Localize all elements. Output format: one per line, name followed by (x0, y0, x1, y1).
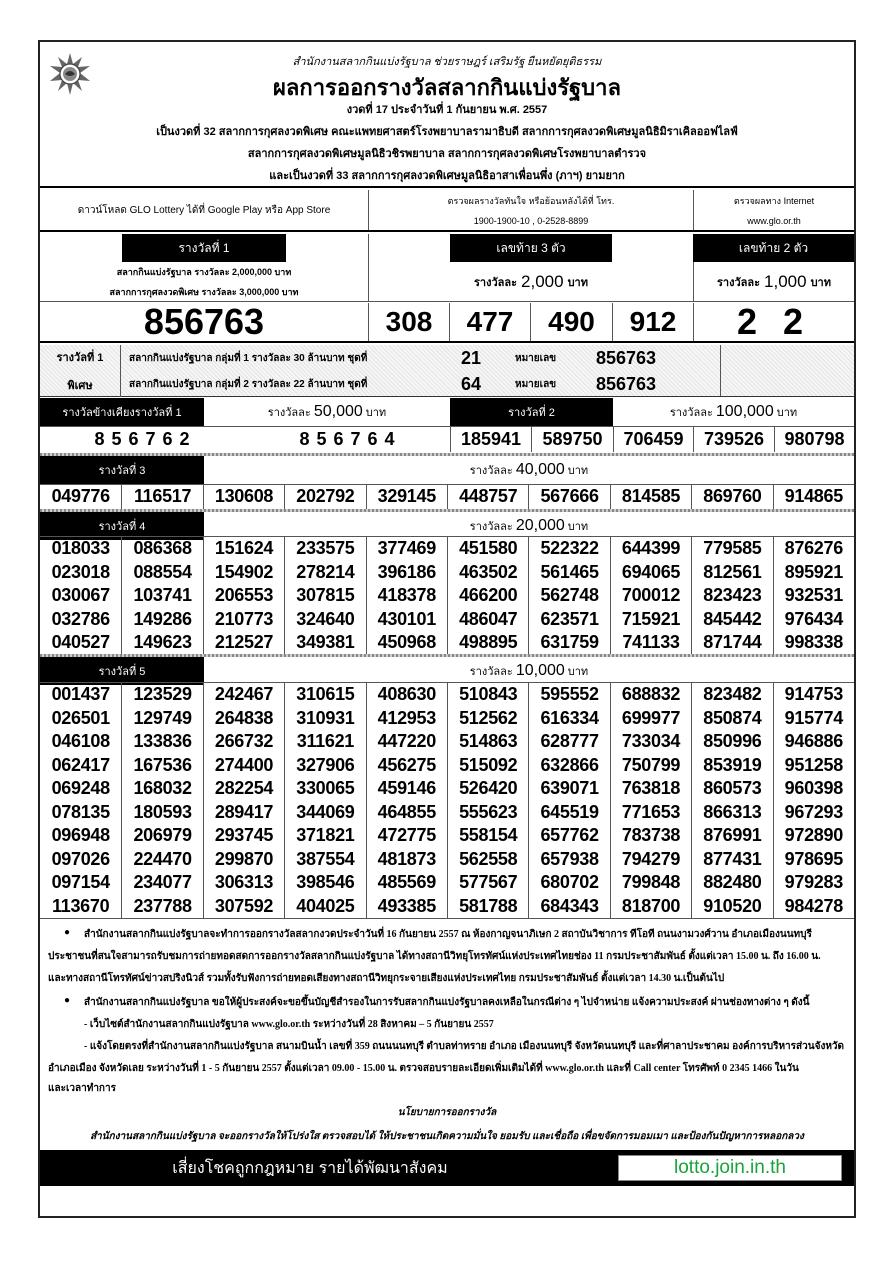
third-prize-label: รางวัลที่ 3 (40, 456, 204, 484)
number-column (203, 485, 284, 509)
prize-number: 915774 (784, 707, 843, 728)
first-prize-number: 856763 (143, 301, 265, 342)
prize-number: 464855 (377, 801, 436, 822)
amount-value: 40,000 (515, 461, 565, 478)
number-column (284, 537, 365, 655)
prize-number: 018033 (51, 538, 110, 559)
prize-number: 001437 (51, 684, 110, 705)
prize-number: 069248 (51, 778, 110, 799)
prize-number: 206553 (214, 585, 274, 606)
special-row-text: สลากกินแบ่งรัฐบาล กลุ่มที่ 2 รางวัลละ 22 ล้านบาท ชุดที่ (129, 378, 368, 390)
prize-number: 206979 (133, 825, 192, 846)
info-row (40, 190, 854, 232)
prize-number: 485569 (377, 872, 436, 893)
prize-number: 151624 (214, 538, 274, 559)
number-column (447, 537, 528, 655)
prize-number: 645519 (540, 801, 599, 822)
prize-number: 049776 (51, 486, 110, 507)
download-app-text: ดาวน์โหลด GLO Lottery ได้ที่ Google Play หรือ App Store (77, 204, 331, 216)
note-2-line-4: อำเภอเมือง จังหวัดเลย ระหว่างวันที่ 1 - 5 กันยายน 2557 ตั้งแต่เวลา 09.00 - 15.00 น. ตรวจสอบรายละเอียดเพิ่มเติมได้ที่ www.glo.or.th และที่ Call center โทรศัพท์ 0 2345 1466 ในวัน (48, 1063, 799, 1074)
footer-slogan: เสี่ยงโชคถูกกฎหมาย รายได้พัฒนาสังคม (172, 1159, 448, 1177)
prize-number: 694065 (621, 561, 681, 582)
prize-number: 783738 (621, 825, 681, 846)
number-column (528, 683, 609, 918)
prize-number: 951258 (784, 754, 843, 775)
number-column (284, 485, 365, 509)
prize-number: 972890 (784, 825, 843, 846)
prize-number: 123529 (133, 684, 192, 705)
prize-number: 023018 (51, 561, 110, 582)
prize-number: 688832 (621, 684, 681, 705)
note-2-line-1: สำนักงานสลากกินแบ่งรัฐบาล ขอให้ผู้ประสงค์จะขอขึ้นบัญชีสำรองในการรับสลากกินแบ่งรัฐบาลคงเหลือในกรณีต่าง ๆ ไปจำหน่าย แจ้งความประสงค์ ผ่านช่องทางต่าง ๆ ดังนี้ (84, 997, 810, 1008)
prize-number: 451580 (459, 538, 518, 559)
prize-number: 412953 (377, 707, 436, 728)
prize-number: 329145 (377, 486, 436, 507)
internet-url[interactable]: www.glo.or.th (747, 216, 801, 226)
special-number-label: หมายเลข (515, 352, 557, 364)
number-column (610, 683, 691, 918)
prize-number: 914753 (784, 684, 843, 705)
amount-prefix: รางวัลละ (267, 407, 311, 419)
prize-number: 459146 (377, 778, 436, 799)
prize-number: 895921 (784, 561, 843, 582)
amount-suffix: บาท (365, 407, 387, 419)
prize-number: 632866 (540, 754, 599, 775)
prize-number: 026501 (51, 707, 110, 728)
prize-number: 130608 (214, 486, 274, 507)
prize-number: 430101 (377, 608, 436, 629)
prize-number: 866313 (703, 801, 762, 822)
amount-suffix: บาท (776, 407, 798, 419)
prize-number: 869760 (703, 486, 762, 507)
number-column (773, 485, 854, 509)
number-column (40, 537, 121, 655)
note-2-line-3: - แจ้งโดยตรงที่สำนักงานสลากกินแบ่งรัฐบาล สนามบินน้ำ เลขที่ 359 ถนนนนทบุรี ตำบลท่าทราย อำเภอ เมืองนนทบุรี จังหวัดนนทบุรี และที่ศาลาประชาคม องค์การบริหารส่วนจังหวัด (84, 1041, 845, 1052)
prize-number: 129749 (133, 707, 192, 728)
first-prize-label: รางวัลที่ 1 (122, 234, 286, 262)
amount-prefix: รางวัลละ (469, 521, 513, 533)
prize-number: 418378 (377, 585, 436, 606)
adjacent-second-header (40, 398, 854, 426)
last3-amount (368, 262, 693, 301)
number-column (40, 683, 121, 918)
prize-number: 493385 (377, 895, 436, 916)
prize-number: 812561 (703, 561, 762, 582)
prize-number: 882480 (703, 872, 762, 893)
prize-number: 310931 (296, 707, 355, 728)
fifth-prize-label: รางวัลที่ 5 (40, 657, 204, 685)
prize-number: 450968 (377, 632, 436, 653)
prize-number: 498895 (459, 632, 518, 653)
amount-prefix: รางวัลละ (469, 666, 513, 678)
prize-number: 149286 (133, 608, 192, 629)
number-column (121, 537, 202, 655)
footer-website-link[interactable]: lotto.join.in.th (618, 1155, 842, 1181)
prize-number: 976434 (784, 608, 843, 629)
prize-number: 040527 (51, 632, 110, 653)
prize-number: 264838 (214, 707, 274, 728)
prize-number: 595552 (540, 684, 599, 705)
prize-number: 818700 (621, 895, 681, 916)
prize-number: 330065 (296, 778, 355, 799)
prize-number: 463502 (459, 561, 518, 582)
prize-number: 657938 (540, 848, 599, 869)
last3-number: 912 (612, 303, 693, 341)
number-column (203, 537, 284, 655)
header (40, 42, 854, 188)
second-prize-number: 589750 (531, 427, 613, 452)
prize-number: 684343 (540, 895, 599, 916)
prize-number: 404025 (296, 895, 355, 916)
number-column (284, 683, 365, 918)
prize-number: 876991 (703, 825, 762, 846)
prize-number: 289417 (214, 801, 274, 822)
prize-number: 293745 (214, 825, 274, 846)
special-label-line2: พิเศษ (67, 379, 93, 392)
prize-number: 763818 (621, 778, 681, 799)
prize-number: 086368 (133, 538, 192, 559)
second-prize-number: 739526 (693, 427, 774, 452)
fifth-prize-grid (40, 682, 854, 918)
prize-number: 616334 (540, 707, 599, 728)
prize-number: 398546 (296, 872, 355, 893)
number-column (610, 537, 691, 655)
amount-prefix: รางวัลละ (717, 276, 761, 289)
prize-number: 307592 (214, 895, 274, 916)
amount-prefix: รางวัลละ (669, 407, 713, 419)
first-prize-amounts (40, 262, 368, 301)
number-column (366, 537, 447, 655)
prize-number: 154902 (214, 561, 274, 582)
amount-suffix: บาท (567, 666, 589, 678)
number-column (691, 485, 772, 509)
prize-number: 282254 (214, 778, 274, 799)
prize-number: 581788 (459, 895, 518, 916)
prize-number: 062417 (51, 754, 110, 775)
prize-number: 377469 (377, 538, 436, 559)
prize-number: 814585 (621, 486, 681, 507)
prize-number: 876276 (784, 538, 843, 559)
prize-number: 311621 (296, 731, 355, 752)
prize-number: 558154 (459, 825, 518, 846)
special-row-text: สลากกินแบ่งรัฐบาล กลุ่มที่ 1 รางวัลละ 30 ล้านบาท ชุดที่ (129, 352, 368, 364)
second-prize-number: 980798 (774, 427, 854, 452)
charity-line-3: และเป็นงวดที่ 33 สลากการกุศลงวดพิเศษมูลนิธิอาสาเพื่อนพึ่ง (ภาฯ) ยามยาก (269, 170, 625, 182)
prize-number: 526420 (459, 778, 518, 799)
prize-number: 577567 (459, 872, 518, 893)
prize-number: 349381 (296, 632, 355, 653)
prize-number: 845442 (703, 608, 762, 629)
second-prize-amount (613, 398, 854, 426)
prize-number: 481873 (377, 848, 436, 869)
amount-suffix: บาท (567, 521, 589, 533)
prize-number: 088554 (133, 561, 192, 582)
prize-header-row (40, 234, 854, 262)
prize-number: 823423 (703, 585, 762, 606)
prize-number: 078135 (51, 801, 110, 822)
prize-number: 266732 (214, 731, 274, 752)
note-2-line-5: และเวลาทำการ (48, 1083, 116, 1094)
prize-number: 278214 (296, 561, 355, 582)
prize-number: 700012 (621, 585, 681, 606)
prize-number: 466200 (459, 585, 518, 606)
amount-value: 10,000 (515, 662, 565, 679)
prize-number: 771653 (621, 801, 681, 822)
prize-number: 853919 (703, 754, 762, 775)
amount-value: 2,000 (521, 271, 564, 291)
prize-number: 486047 (459, 608, 518, 629)
policy-text: สำนักงานสลากกินแบ่งรัฐบาล จะออกรางวัลให้โปร่งใส ตรวจสอบได้ ให้ประชาชนเกิดความมั่นใจ ยอมรับ และเชื่อถือ เพื่อขจัดการมอมเมา และป้องกันปัญหาการหลอกลวง (90, 1131, 804, 1142)
number-column (691, 683, 772, 918)
prize-number: 202792 (296, 486, 355, 507)
prize-number: 448757 (459, 486, 518, 507)
amount-prefix: รางวัลละ (469, 465, 513, 477)
prize-number: 733034 (621, 731, 681, 752)
prize-number: 562558 (459, 848, 518, 869)
prize-number: 103741 (133, 585, 192, 606)
notes-section (40, 918, 854, 1146)
second-prize-number: 185941 (450, 427, 531, 452)
number-column (610, 485, 691, 509)
special-first-prize (40, 345, 854, 397)
last2-amount (693, 262, 854, 301)
prize-number: 715921 (621, 608, 681, 629)
note-1-line-3: และทางสถานีโทรทัศน์ข่าวสปริงนิวส์ รวมทั้งรับฟังการถ่ายทอดเสียงทางสถานีวิทยุกระจายเสียงแห่งประเทศไทย กรมประชาสัมพันธ์ ตั้งแต่เวลา 14.30 น.เป็นต้นไป (48, 973, 725, 984)
special-label-line1: รางวัลที่ 1 (56, 351, 104, 364)
prize-number: 116517 (133, 486, 192, 507)
internet-check (693, 190, 854, 230)
prize-number: 984278 (784, 895, 843, 916)
prize-number: 910520 (703, 895, 762, 916)
prize-number: 324640 (296, 608, 355, 629)
amount-value: 1,000 (764, 271, 807, 291)
third-prize-amount (204, 456, 854, 484)
note-2-line-2: - เว็บไซต์สำนักงานสลากกินแบ่งรัฐบาล www.glo.or.th ระหว่างวันที่ 28 สิงหาคม – 5 กันยายน 2557 (84, 1019, 494, 1030)
prize-number: 567666 (540, 486, 599, 507)
amount-value: 20,000 (515, 517, 565, 534)
special-number: 856763 (595, 373, 657, 394)
motto: สำนักงานสลากกินแบ่งรัฐบาล ช่วยราษฎร์ เสริมรัฐ ยืนหยัดยุติธรรม (292, 56, 602, 68)
last2-number: 2 2 (693, 303, 854, 341)
prize-number: 344069 (296, 801, 355, 822)
internet-label: ตรวจผลทาง Internet (733, 196, 815, 206)
number-column (447, 485, 528, 509)
amount-value: 50,000 (313, 403, 363, 420)
amount-suffix: บาท (567, 465, 589, 477)
prize-number: 456275 (377, 754, 436, 775)
third-prize-header (40, 456, 854, 484)
prize-number: 639071 (540, 778, 599, 799)
prize-number: 555623 (459, 801, 518, 822)
amount-suffix: บาท (810, 276, 831, 289)
prize-number: 237788 (133, 895, 192, 916)
prize-number: 242467 (214, 684, 274, 705)
prize-number: 212527 (214, 632, 274, 653)
prize-number: 387554 (296, 848, 355, 869)
fourth-prize-label: รางวัลที่ 4 (40, 512, 204, 540)
prize-number: 510843 (459, 684, 518, 705)
charity-line-2: สลากการกุศลงวดพิเศษมูลนิธิวชิรพยาบาล สลากการกุศลงวดพิเศษโรงพยาบาลตำรวจ (247, 148, 647, 160)
special-row (120, 345, 720, 371)
prize-number: 210773 (214, 608, 274, 629)
special-empty (720, 345, 854, 396)
prize-number: 741133 (622, 632, 680, 653)
footer-bar (40, 1150, 854, 1186)
second-prize-label: รางวัลที่ 2 (450, 398, 613, 426)
policy-title: นโยบายการออกรางวัล (397, 1107, 497, 1118)
prize-number: 180593 (133, 801, 192, 822)
prize-number: 914865 (784, 486, 843, 507)
prize-number: 514863 (459, 731, 518, 752)
prize-number: 096948 (51, 825, 110, 846)
prize-number: 472775 (377, 825, 436, 846)
prize-number: 327906 (296, 754, 355, 775)
lottery-result-sheet (38, 40, 856, 1218)
prize-number: 657762 (540, 825, 599, 846)
prize-number: 097154 (51, 872, 110, 893)
prize-number: 299870 (214, 848, 274, 869)
prize-number: 871744 (703, 632, 762, 653)
prize-number: 699977 (621, 707, 681, 728)
last3-number: 490 (530, 303, 612, 341)
prize-number-row (40, 303, 854, 343)
prize-number: 932531 (784, 585, 843, 606)
prize-number: 823482 (703, 684, 762, 705)
prize-number: 946886 (784, 731, 843, 752)
prize-number: 850874 (703, 707, 762, 728)
adjacent-second-numbers (40, 426, 854, 452)
fourth-prize-grid (40, 536, 854, 655)
prize-number: 562748 (540, 585, 599, 606)
prize-number: 233575 (296, 538, 355, 559)
number-column (447, 683, 528, 918)
last2-label: เลขท้าย 2 ตัว (693, 234, 854, 262)
special-number: 856763 (595, 347, 657, 368)
phone-check (368, 190, 693, 230)
prize-number: 224470 (133, 848, 192, 869)
prize-number: 274400 (214, 754, 274, 775)
number-column (366, 683, 447, 918)
phone-label: ตรวจผลรางวัลทันใจ หรือย้อนหลังได้ที่ โทร. (447, 196, 615, 206)
prize-number: 032786 (51, 608, 110, 629)
charity-line-1: เป็นงวดที่ 32 สลากการกุศลงวดพิเศษ คณะแพทยศาสตร์โรงพยาบาลรามาธิบดี สลากการกุศลงวดพิเศษมูลนิธิมิราเคิลออฟไลฟ์ (156, 126, 738, 138)
prize-number: 310615 (296, 684, 355, 705)
number-column (121, 485, 202, 509)
prize-number: 794279 (621, 848, 681, 869)
prize-number: 168032 (133, 778, 192, 799)
page-title: ผลการออกรางวัลสลากกินแบ่งรัฐบาล (273, 75, 621, 100)
number-column (528, 537, 609, 655)
last3-number: 308 (368, 303, 449, 341)
special-label (40, 345, 120, 396)
prize-number: 371821 (296, 825, 355, 846)
prize-number: 628777 (540, 731, 599, 752)
prize-number: 623571 (540, 608, 599, 629)
amount-suffix: บาท (567, 276, 588, 289)
prize-number: 644399 (621, 538, 681, 559)
special-number-label: หมายเลข (515, 378, 557, 390)
adjacent-label: รางวัลข้างเคียงรางวัลที่ 1 (40, 398, 204, 426)
prize-number: 512562 (459, 707, 518, 728)
prize-number: 097026 (51, 848, 110, 869)
prize-number: 998338 (784, 632, 843, 653)
prize-number: 234077 (133, 872, 192, 893)
adjacent-amount (204, 398, 450, 426)
amount-value: 100,000 (715, 403, 774, 420)
first-prize-amount-2: สลากการกุศลงวดพิเศษ รางวัลละ 3,000,000 บาท (109, 286, 299, 297)
number-column (40, 485, 121, 509)
prize-number: 030067 (51, 585, 110, 606)
special-set-number: 21 (460, 347, 482, 368)
prize-number: 561465 (540, 561, 599, 582)
number-column (121, 683, 202, 918)
prize-number: 779585 (703, 538, 762, 559)
last3-label: เลขท้าย 3 ตัว (450, 234, 612, 262)
adjacent-number: 8 5 6 7 6 4 (299, 429, 396, 449)
number-column (773, 537, 854, 655)
prize-number: 515092 (459, 754, 518, 775)
prize-number: 960398 (784, 778, 843, 799)
prize-number: 877431 (703, 848, 762, 869)
number-column (366, 485, 447, 509)
number-column (528, 485, 609, 509)
prize-number: 680702 (540, 872, 599, 893)
prize-number: 447220 (377, 731, 436, 752)
prize-number: 046108 (51, 731, 110, 752)
bullet-icon: ● (64, 927, 71, 938)
prize-number: 860573 (703, 778, 762, 799)
special-row (120, 371, 720, 397)
first-prize-amount-1: สลากกินแบ่งรัฐบาล รางวัลละ 2,000,000 บาท (116, 266, 292, 277)
number-column (691, 537, 772, 655)
number-column (203, 683, 284, 918)
bullet-icon: ● (64, 995, 71, 1006)
prize-number: 631759 (540, 632, 599, 653)
prize-number: 799848 (621, 872, 681, 893)
prize-number: 167536 (133, 754, 192, 775)
prize-number: 307815 (296, 585, 355, 606)
fifth-prize-amount (204, 657, 854, 685)
prize-number: 306313 (214, 872, 274, 893)
prize-number: 408630 (377, 684, 436, 705)
note-1-line-1: สำนักงานสลากกินแบ่งรัฐบาลจะทำการออกรางวัลสลากงวดประจำวันที่ 16 กันยายน 2557 ณ ห้องกาญจนาภิเษก 2 สถาบันวิชาการ ทีโอที ถนนงามวงศ์วาน อำเภอเมืองนนทบุรี (84, 929, 812, 940)
prize-number: 113670 (52, 895, 110, 916)
prize-number: 979283 (784, 872, 843, 893)
prize-number: 750799 (621, 754, 681, 775)
divider (368, 234, 369, 262)
prize-number: 967293 (784, 801, 843, 822)
fifth-prize-header (40, 657, 854, 685)
prize-amount-row (40, 262, 854, 302)
adjacent-number: 8 5 6 7 6 2 (94, 429, 191, 449)
special-set-number: 64 (460, 373, 482, 394)
prize-number: 149623 (133, 632, 192, 653)
last3-number: 477 (449, 303, 530, 341)
third-prize-grid (40, 484, 854, 509)
prize-number: 850996 (703, 731, 762, 752)
number-column (773, 683, 854, 918)
prize-number: 133836 (133, 731, 192, 752)
draw-date: งวดที่ 17 ประจำวันที่ 1 กันยายน พ.ศ. 2557 (346, 104, 548, 116)
second-prize-number: 706459 (613, 427, 693, 452)
note-1-line-2: ประชาชนที่สนใจสามารถรับชมการถ่ายทอดสดการออกรางวัลสลากกินแบ่งรัฐบาล ได้ทางสถานีวิทยุโทรทัศน์แห่งประเทศไทยช่อง 11 กรมประชาสัมพันธ์ ตั้งแต่เวลา 15.00 น. ถึง 16.00 น. (48, 951, 821, 962)
prize-number: 522322 (540, 538, 599, 559)
phone-numbers: 1900-1900-10 , 0-2528-8899 (473, 216, 589, 226)
prize-number: 978695 (784, 848, 843, 869)
amount-prefix: รางวัลละ (474, 276, 518, 289)
prize-number: 396186 (377, 561, 436, 582)
